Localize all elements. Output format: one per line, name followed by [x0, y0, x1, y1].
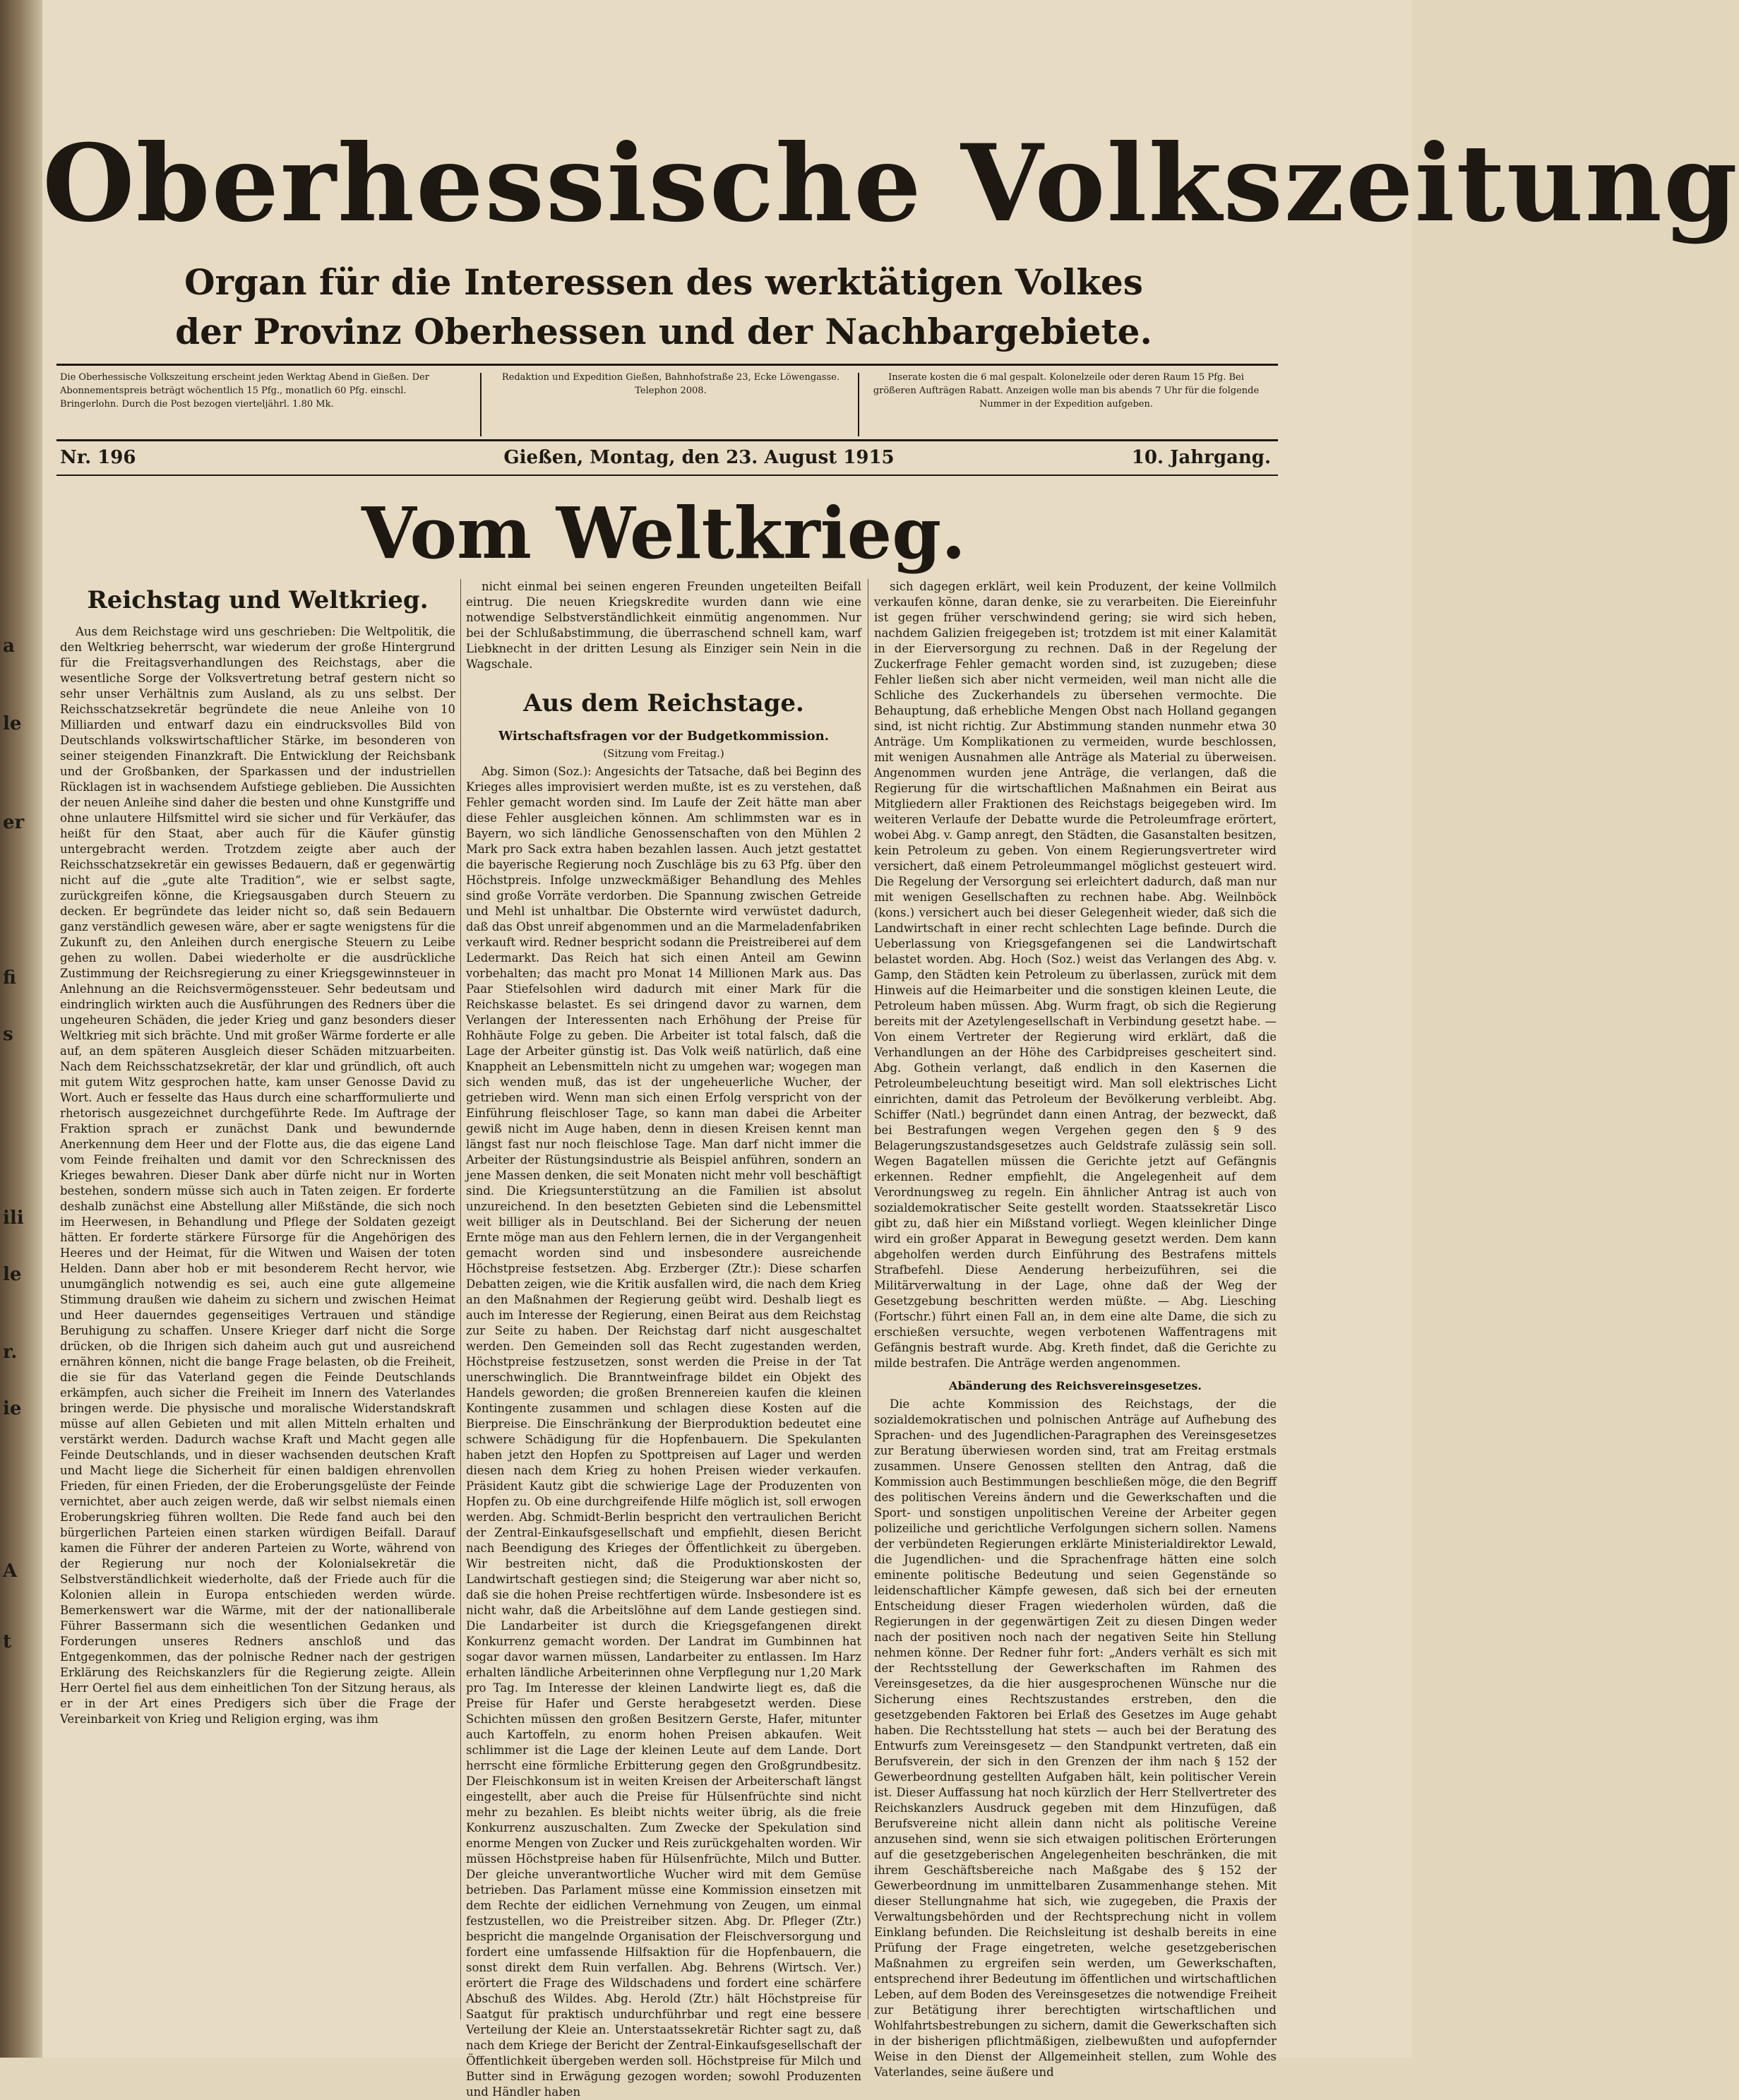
binding-fragment: ie	[3, 1398, 22, 1419]
header-rule-bottom	[56, 475, 1278, 476]
article-body-continued: sich dagegen erklärt, weil kein Produzent, der keine Vollmilch verkaufen könne, daran denke, sie zu verarbeiten. Die Eiereinfuhr ist gegen früher verschwindend gering; sie wird sich heben, nachdem Galizien freigegeben ist; trotzdem ist mit einer Kalamität in der Eierversorgung zu rechnen. Daß in der Regelung der Zuckerfrage Fehler gemacht worden sind, ist zuzugeben; diese Fehler ließen sich aber nicht vermeiden, weil man nicht alle die Schliche des Zuckerhandels zu übersehen vermochte. Die Behauptung, daß erhebliche Mengen Obst nach Holland gegangen sind, ist nicht richtig. Zur Abstimmung standen nunmehr etwa 30 Anträge. Um Komplikationen zu vermeiden, wurde beschlossen, mit wenigen Ausnahmen alle Anträge als Material zu überweisen. Angenommen wurden jene Anträge, die verlangen, daß die Regierung für die wirtschaftlichen Maßnahmen ein Beirat aus Mitgliedern aller Fraktionen des Reichstags beigegeben wird. Im weiteren Verlaufe der Debatte wurde die Petroleumfrage erörtert, wobei Abg. v. Gamp anregt, den Städten, die Gasanstalten besitzen, kein Petroleum zu geben. Von einem Regierungsvertreter wird versichert, daß einem Petroleummangel möglichst gesteuert wird. Die Regelung der Versorgung sei erleichtert dadurch, daß man nur mit wenigen Gesellschaften zu rechnen habe. Abg. Weilnböck (kons.) versichert auch bei dieser Gelegenheit wieder, daß sich die Landwirtschaft in einer recht schlechten Lage befinde. Durch die Ueberlassung von Kriegsgefangenen sei die Landwirtschaft belastet worden. Abg. Hoch (Soz.) weist das Verlangen des Abg. v. Gamp, den Städten kein Petroleum zu überlassen, zurück mit dem Hinweis auf die Heimarbeiter und die sonstigen kleinen Leute, die Petroleum haben müssen. Abg. Wurm fragt, ob sich die Regierung bereits mit der Azetylengesellschaft in Verbindung gesetzt habe. — Von einem Vertreter der Regierung wird erklärt, daß die Verhandlungen an der Höhe des Carbidpreises gescheitert sind. Abg. Gothein verlangt, daß endlich in den Kasernen die Petroleumbeleuchtung beseitigt wird. Man soll elektrisches Licht einrichten, damit das Petroleum der Bevölkerung verbleibt. Abg. Schiffer (Natl.) begründet dann einen Antrag, der bezweckt, daß bei Bestrafungen wegen Vergehen gegen den § 9 des Belagerungszustandsgesetzes auch Geldstrafe zulässig sein soll. Wegen Bagatellen müssen die Gerichte jetzt auf Gefängnis erkennen. Redner empfiehlt, die Angelegenheit auf dem Verordnungsweg zu regeln. Ein ähnlicher Antrag ist auch von sozialdemokratischer Seite gestellt worden. Staatssekretär Lisco gibt zu, daß hier ein Mißstand vorliegt. Wegen kleinlicher Dinge wird ein großer Apparat in Bewegung gesetzt werden. Dem kann abgeholfen werden durch Einführung des Bestrafens mittels Strafbefehl. Diese Aenderung herbeizuführen, sei die Militärverwaltung in der Lage, ohne daß der Weg der Gesetzgebung beschritten werden müßte. — Abg. Liesching (Fortschr.) führt einen Fall an, in dem eine alte Dame, die sich zu erschießen versuchte, wegen verbotenen Waffentragens mit Gefängnis bestraft wurde. Abg. Kreth findet, daß die Gerichte zu milde bestrafen. Die Anträge werden angenommen.	[874, 580, 1277, 1370]
header-rule-top	[56, 364, 1278, 366]
article-column-2	[466, 579, 861, 2099]
binding-fragment: a	[3, 636, 15, 657]
header-rule-mid	[56, 439, 1278, 441]
masthead-subtitle-2: der Provinz Oberhessen und der Nachbargebiete.	[175, 311, 1152, 352]
info-divider	[480, 373, 482, 436]
binding-fragment: ili	[3, 1207, 24, 1229]
issue-date: Gießen, Montag, den 23. August 1915	[503, 447, 895, 468]
binding-fragment: er	[3, 812, 25, 833]
binding-fragment: le	[3, 1264, 22, 1285]
advertising-info: Inserate kosten die 6 mal gespalt. Kolonelzeile oder deren Raum 15 Pfg. Bei größeren Aufträgen Rabatt. Anzeigen wolle man bis abends 7 Uhr für die folgende Nummer in der Expedition aufgeben.	[873, 372, 1260, 410]
article-column-3	[874, 579, 1277, 2079]
column-divider	[460, 579, 461, 2020]
binding-fragment: r.	[3, 1342, 18, 1363]
issue-number: Nr. 196	[60, 447, 136, 468]
article-subheading: Wirtschaftsfragen vor der Budgetkommission.	[498, 729, 829, 744]
info-divider	[858, 373, 859, 436]
article-heading: Reichstag und Weltkrieg.	[87, 586, 429, 614]
subscription-info: Die Oberhessische Volkszeitung erscheint jeden Werktag Abend in Gießen. Der Abonnementspreis beträgt wöchentlich 15 Pfg., monatlich 60 Pfg. einschl. Bringerlohn. Durch die Post bezogen vierteljährl. 1.80 Mk.	[60, 372, 429, 410]
article-heading: Aus dem Reichstage.	[523, 689, 804, 717]
session-note: (Sitzung vom Freitag.)	[603, 747, 724, 760]
main-headline: Vom Weltkrieg.	[361, 491, 966, 575]
binding-fragment: A	[3, 1561, 18, 1582]
binding-fragment: s	[3, 1024, 13, 1045]
editorial-address: Redaktion und Expedition Gießen, Bahnhofstraße 23, Ecke Löwengasse. Telephon 2008.	[501, 372, 840, 396]
masthead-subtitle-1: Organ für die Interessen des werktätigen Volkes	[184, 261, 1143, 303]
volume-year: 10. Jahrgang.	[1131, 447, 1271, 468]
binding-fragment: fi	[3, 967, 16, 989]
article-column-1	[60, 579, 455, 2020]
binding-fragment: le	[3, 713, 22, 734]
binding-fragment: t	[3, 1631, 12, 1652]
masthead-title: Oberhessische Volkszeitung	[42, 121, 1739, 246]
article-body: Die achte Kommission des Reichstags, der die sozialdemokratischen und polnischen Anträge auf Aufhebung des Sprachen- und des Jugendlichen-Paragraphen des Vereinsgesetzes zur Beratung überwiesen worden sind, trat am Freitag erstmals zusammen. Unsere Genossen stellten den Antrag, daß die Kommission auch Bestimmungen beschließen möge, die den Begriff des politischen Vereins ändern und die Gewerkschaften und die Sport- und sonstigen unpolitischen Vereine der Arbeiter gegen polizeiliche und gerichtliche Verfolgungen sichern sollen. Namens der verbündeten Regierungen erklärte Ministerialdirektor Lewald, die Jugendlichen- und die Sprachenfrage hätten eine solch eminente politische Bedeutung und seien Gegenstände so leidenschaftlicher Kämpfe gewesen, daß sich bei der erneuten Entscheidung dieser Fragen wiederholen würden, daß die Regierungen in der gegenwärtigen Zeit zu diesen Dingen weder nach der positiven noch nach der negativen Seite hin Stellung nehmen könne. Der Redner fuhr fort: „Anders verhält es sich mit der Rechtsstellung der Gewerkschaften im Rahmen des Vereinsgesetzes, da die hier ausgesprochenen Wünsche nur die Sicherung eines Rechtszustandes erstreben, den die gesetzgebenden Faktoren bei Erlaß des Gesetzes im Auge gehabt haben. Die Rechtsstellung hat stets — auch bei der Beratung des Entwurfs zum Vereinsgesetz — den Standpunkt vertreten, daß ein Berufsverein, der sich in den Grenzen der ihm nach § 152 der Gewerbeordnung gestellten Aufgaben hält, kein politischer Verein ist. Dieser Auffassung hat noch kürzlich der Herr Stellvertreter des Reichskanzlers Ausdruck gegeben mit dem Hinzufügen, daß Berufsvereine nicht allein dann nicht als politische Vereine anzusehen sind, wenn sie sich etwaigen politischen Erörterungen auf die gesetzgeberischen Angelegenheiten beschränken, die mit ihrem Geschäftsbereiche nach Maßgabe des § 152 der Gewerbeordnung im unmittelbaren Zusammenhange stehen. Mit dieser Stellungnahme hat sich, wie zugegeben, die Praxis der Verwaltungsbehörden und der Rechtsprechung nicht in vollem Einklang befunden. Die Reichsleitung ist deshalb bereits in eine Prüfung der Frage eingetreten, welche gesetzgeberischen Maßnahmen zu ergreifen sein werden, um Gewerkschaften, entsprechend ihrer Bedeutung im öffentlichen und wirtschaftlichen Leben, auf dem Boden des Vereinsgesetzes die notwendige Freiheit zur Betätigung ihrer berechtigten wirtschaftlichen und Wohlfahrtsbestrebungen zu sichern, damit die Gewerkschaften sich in der bisherigen pflichtmäßigen, zielbewußten und aufopfernder Weise in den Dienst der Allgemeinheit stellen, zum Wohle des Vaterlandes, seine äußere und	[874, 1397, 1277, 2079]
article-subheading: Abänderung des Reichsvereinsgesetzes.	[949, 1379, 1202, 1392]
article-body: Aus dem Reichstage wird uns geschrieben: Die Weltpolitik, die den Weltkrieg beherrscht, war wiederum der große Hintergrund für die Freitagsverhandlungen des Reichstags, aber die wesentliche Sorge der Volksvertretung betraf gestern nicht so sehr unser Verhältnis zum Ausland, als zu uns selbst. Der Reichsschatzsekretär begründete die neue Anleihe von 10 Milliarden und entwarf dazu ein eindrucksvolles Bild von Deutschlands volkswirtschaftlicher Stärke, im besonderen von seiner steigenden Finanzkraft. Die Entwicklung der Reichsbank und der Großbanken, der Sparkassen und der industriellen Rücklagen ist in wachsendem Aufstiege geblieben. Die Aussichten der neuen Anleihe sind daher die besten und ohne Kunstgriffe und ohne unlautere Hilfsmittel wird sie sicher und für Verkäufer, das heißt für den Staat, aber auch für die Käufer günstig untergebracht werden. Trotzdem zeigte aber auch der Reichsschatzsekretär ein gewisses Bedauern, daß er gegenwärtig nicht auf die „gute alte Tradition“, wie er selbst sagte, zurückgreifen könne, die Kriegsausgaben durch Steuern zu decken. Er begründete das leider nicht so, daß sein Bedauern ganz verständlich gewesen wäre, aber er sagte wenigstens für die Zukunft zu, den Anleihen durch energische Steuern zu Leibe gehen zu wollen. Dabei wiederholte er die ausdrückliche Zustimmung der Reichsregierung zu einer Kriegsgewinnsteuer in Anlehnung an die Reichsvermögenssteuer. Sehr bedeutsam und eindringlich wirkten auch die Ausführungen des Redners über die ungeheuren Schäden, die jeder Krieg und ganz besonders dieser Weltkrieg mit sich brächte. Und mit großer Wärme forderte er alle auf, an dem späteren Ausgleich dieser Schäden mitzuarbeiten. Nach dem Reichsschatzsekretär, der klar und gründlich, oft auch mit gutem Witz gesprochen hatte, kam unser Genosse David zu Wort. Auch er fesselte das Haus durch eine scharfformulierte und rhetorisch ausgezeichnet durchgeführte Rede. Im Auftrage der Fraktion sprach er zunächst Dank und bewundernde Anerkennung dem Heer und der Flotte aus, die das eigene Land vom Feinde freihalten und damit vor den Schrecknissen des Krieges bewahren. Dieser Dank aber dürfe nicht nur in Worten bestehen, sondern müsse sich auch in Taten zeigen. Er forderte deshalb zunächst eine Abstellung aller Mißstände, die sich noch im Heerwesen, in Behandlung und Pflege der Soldaten gezeigt hätten. Er forderte stärkere Fürsorge für die Angehörigen des Heeres und der Heimat, für die Witwen und Waisen der toten Helden. Dann aber hob er mit besonderem Recht hervor, wie unumgänglich notwendig es sei, auch eine gute allgemeine Stimmung draußen wie daheim zu sichern und zwischen Heimat und Heer dauerndes gegenseitiges Vertrauen und ständige Beruhigung zu schaffen. Unsere Krieger darf nicht die Sorge drücken, ob die Ihrigen sich daheim auch gut und ausreichend ernähren können, nicht die bange Frage belasten, ob die Freiheit, die sie für das Vaterland gegen die Feinde Deutschlands erkämpfen, auch sicher die Freiheit im Innern des Vaterlandes bringen werde. Die physische und moralische Widerstandskraft müsse auf allen Gebieten und mit allen Mitteln erhalten und verstärkt werden. Dadurch wachse Kraft und Macht gegen alle Feinde Deutschlands, und in dieser wachsenden deutschen Kraft und Macht liege die Sicherheit für einen baldigen ehrenvollen Frieden, für einen Frieden, der die Eroberungsgelüste der Feinde vernichtet, aber auch zeigen werde, daß wir selbst niemals einen Eroberungskrieg führen wollten. Die Rede fand auch bei den bürgerlichen Parteien einen starken würdigen Beifall. Darauf kamen die Führer der anderen Parteien zu Worte, während von der Regierung nur noch der Kolonialsekretär die Selbstverständlichkeit wiederholte, daß der Friede auch für die Kolonien allein in Europa entschieden werden würde. Bemerkenswert war die Wärme, mit der der nationalliberale Führer Bassermann sich die wesentlichen Gedanken und Forderungen unseres Redners anschloß und das Entgegenkommen, das der polnische Redner nach der gestrigen Erklärung des Reichskanzlers für die Regierung zeigte. Allein Herr Oertel fiel aus dem einheitlichen Ton der Sitzung heraus, als er in der Art eines Predigers sich über die Frage der Vereinbarkeit von Krieg und Religion erging, was ihm	[60, 625, 455, 1726]
page-binding	[0, 0, 42, 2058]
article-body: Abg. Simon (Soz.): Angesichts der Tatsache, daß bei Beginn des Krieges alles improvisiert werden mußte, ist es zu verstehen, daß Fehler gemacht worden sind. Im Laufe der Zeit hätte man aber diese Fehler ausgleichen können. Am schlimmsten war es in Bayern, wo sich ländliche Genossenschaften von den Mühlen 2 Mark pro Sack extra haben bezahlen lassen. Auch jetzt gestattet die bayerische Regierung noch Zuschläge bis zu 63 Pfg. über den Höchstpreis. Infolge unzweckmäßiger Behandlung des Mehles sind große Vorräte verdorben. Die Spannung zwischen Getreide und Mehl ist unhaltbar. Die Obsternte wird verwüstet dadurch, daß das Obst unreif abgenommen und an die Marmeladenfabriken verkauft wird. Redner bespricht sodann die Preistreiberei auf dem Ledermarkt. Das Reich hat sich einen Anteil am Gewinn vorbehalten; das macht pro Monat 14 Millionen Mark aus. Das Paar Stiefelsohlen wird dadurch mit einer Mark für die Reichskasse belastet. Es sei dringend davor zu warnen, dem Verlangen der Interessenten nach Erhöhung der Preise für Rohhäute Folge zu geben. Die Arbeiter ist total falsch, daß die Lage der Arbeiter günstig ist. Das Volk weiß natürlich, daß eine Knappheit an Lebensmitteln nicht zu umgehen war; wogegen man sich wenden muß, das ist der ungeheuerliche Wucher, der getrieben wird. Wenn man sich einen Erfolg verspricht von der Einführung fleischloser Tage, so kann man dabei die Arbeiter gewiß nicht im Auge haben, denn in diesen Kreisen kennt man längst fast nur noch fleischlose Tage. Man darf nicht immer die Arbeiter der Rüstungsindustrie als Beispiel anführen, sondern an jene Massen denken, die seit Monaten nicht mehr voll beschäftigt sind. Die Kriegsunterstützung an die Familien ist absolut unzureichend. In den besetzten Gebieten sind die Lebensmittel weit billiger als in Deutschland. Bei der Sicherung der neuen Ernte möge man aus den Fehlern lernen, die in der Vergangenheit gemacht worden sind und insbesondere ausreichende Höchstpreise festsetzen. Abg. Erzberger (Ztr.): Diese scharfen Debatten zeigen, wie die Kritik ausfallen wird, die nach dem Krieg an den Maßnahmen der Regierung geübt wird. Deshalb liegt es auch im Interesse der Regierung, einen Beirat aus dem Reichstag zur Seite zu haben. Der Reichstag darf nicht ausgeschaltet werden. Den Gemeinden soll das Recht zugestanden werden, Höchstpreise festzusetzen, sonst werden die Preise in der Tat unerschwinglich. Die Branntweinfrage bildet ein Objekt des Handels geworden; die großen Brennereien kaufen die kleinen Kontingente zusammen und schlagen diese Kosten auf die Bierpreise. Die Einschränkung der Bierproduktion bedeutet eine schwere Schädigung für die Hopfenbauern. Die Spekulanten haben jetzt den Hopfen zu Spottpreisen auf Lager und werden diesen nach dem Krieg zu hohen Preisen wieder verkaufen. Präsident Kautz gibt die schwierige Lage der Produzenten von Hopfen zu. Ob eine durchgreifende Hilfe möglich ist, soll erwogen werden. Abg. Schmidt-Berlin bespricht den vertraulichen Bericht der Zentral-Einkaufsgesellschaft und empfiehlt, diesen Bericht nach Beendigung des Krieges der Öffentlichkeit zu übergeben. Wir bestreiten nicht, daß die Produktionskosten der Landwirtschaft gestiegen sind; die Steigerung war aber nicht so, daß sie die hohen Preise rechtfertigen würde. Insbesondere ist es nicht wahr, daß die Arbeitslöhne auf dem Lande gestiegen sind. Die Landarbeiter ist durch die Kriegsgefangenen direkt Konkurrenz gemacht worden. Der Landrat im Gumbinnen hat sogar davor warnen müssen, Landarbeiter zu entlassen. Im Harz erhalten ländliche Arbeiterinnen ohne Verpflegung nur 1,20 Mark pro Tag. Im Interesse der kleinen Landwirte liegt es, daß die Preise für Hafer und Gerste herabgesetzt werden. Diese Schichten müssen den großen Besitzern Gerste, Hafer, mitunter auch Kartoffeln, zu enorm hohen Preisen abkaufen. Weit schlimmer ist die Lage der kleinen Leute auf dem Lande. Dort herrscht eine förmliche Erbitterung gegen den Großgrundbesitz. Der Fleischkonsum ist in weiten Kreisen der Arbeiterschaft längst eingestellt, aber auch die Preise für Hülsenfrüchte sind nicht mehr zu bezahlen. Es bleibt nichts weiter übrig, als die freie Konkurrenz auszuschalten. Zum Zwecke der Spekulation sind enorme Mengen von Zucker und Reis zurückgehalten worden. Wir müssen Höchstpreise haben für Hülsenfrüchte, Milch und Butter. Der gleiche unverantwortliche Wucher wird mit dem Gemüse betrieben. Das Parlament müsse eine Kommission einsetzen mit dem Rechte der eidlichen Vernehmung von Zeugen, um einmal festzustellen, wo die Preistreiber sitzen. Abg. Dr. Pfleger (Ztr.) bespricht die mangelnde Organisation der Fleischversorgung und fordert eine umfassende Hilfsaktion für die Hopfenbauern, die sonst direkt dem Ruin verfallen. Abg. Behrens (Wirtsch. Ver.) erörtert die Frage des Wildschadens und fordert eine schärfere Abschuß des Wildes. Abg. Herold (Ztr.) hält Höchstpreise für Saatgut für praktisch undurchführbar und regt eine bessere Verteilung der Kleie an. Unterstaatssekretär Richter sagt zu, daß nach dem Kriege der Bericht der Zentral-Einkaufsgesellschaft der Öffentlichkeit übergeben werden soll. Höchstpreise für Milch und Butter sind in Erwägung gezogen worden; sowohl Produzenten und Händler haben	[466, 765, 861, 2099]
article-body-continued: nicht einmal bei seinen engeren Freunden ungeteilten Beifall eintrug. Die neuen Kriegskredite wurden dann wie eine notwendige Selbstverständlichkeit einmütig angenommen. Nur bei der Schlußabstimmung, die überraschend schnell kam, warf Liebknecht in der dritten Lesung als Einziger sein Nein in die Wagschale.	[466, 580, 861, 671]
